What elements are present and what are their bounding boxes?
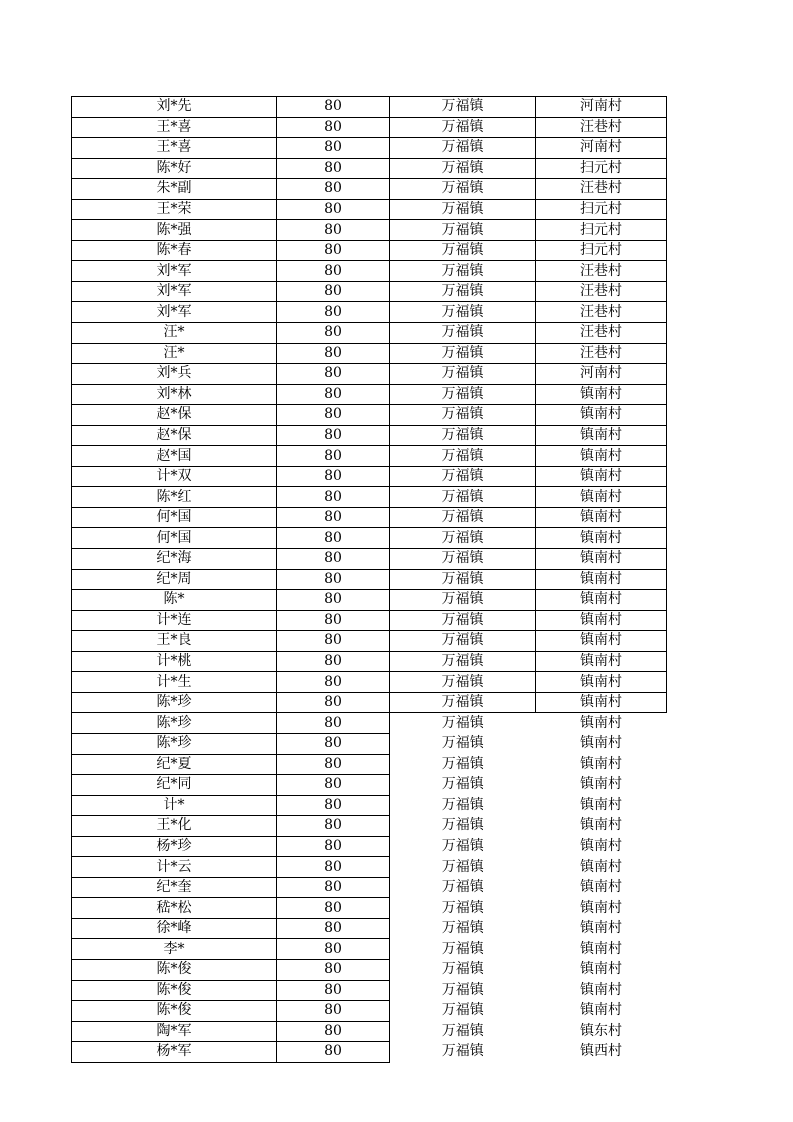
cell-town: 万福镇 xyxy=(441,981,484,998)
cell-name: 纪*同 xyxy=(72,775,277,796)
cell-name: 朱*副 xyxy=(72,179,277,200)
cell-name: 计*生 xyxy=(72,672,277,693)
cell-name: 刘*军 xyxy=(72,302,277,323)
cell-village: 河南村 xyxy=(536,364,667,385)
cell-amount: 80 xyxy=(277,199,390,220)
cell-town: 万福镇 xyxy=(390,364,536,385)
cell-amount: 80 xyxy=(277,138,390,159)
cell-name: 纪*奎 xyxy=(72,877,277,898)
cell-amount: 80 xyxy=(277,877,390,898)
cell-name: 陈*强 xyxy=(72,220,277,241)
cell-town: 万福镇 xyxy=(390,651,536,672)
table-row xyxy=(72,323,667,344)
cell-town: 万福镇 xyxy=(390,610,536,631)
cell-name: 赵*国 xyxy=(72,446,277,467)
cell-amount: 80 xyxy=(277,528,390,549)
cell-town: 万福镇 xyxy=(390,179,536,200)
table-row xyxy=(72,97,667,118)
table-row xyxy=(72,507,667,528)
table-row xyxy=(72,672,667,693)
table-row xyxy=(72,1021,667,1042)
cell-name: 刘*兵 xyxy=(72,364,277,385)
cell-name: 陈*好 xyxy=(72,158,277,179)
cell-village: 扫元村 xyxy=(536,158,667,179)
cell-village: 镇南村 xyxy=(536,384,667,405)
cell-village: 河南村 xyxy=(536,138,667,159)
cell-village: 汪巷村 xyxy=(536,343,667,364)
cell-name: 王*喜 xyxy=(72,117,277,138)
table-row xyxy=(72,590,667,611)
cell-village: 镇南村 xyxy=(580,899,622,916)
cell-village: 镇南村 xyxy=(580,755,622,772)
cell-town: 万福镇 xyxy=(390,323,536,344)
cell-amount: 80 xyxy=(277,281,390,302)
table-row xyxy=(72,384,667,405)
cell-name: 计*双 xyxy=(72,466,277,487)
cell-name: 汪* xyxy=(72,323,277,344)
cell-name: 刘*林 xyxy=(72,384,277,405)
cell-village: 扫元村 xyxy=(536,220,667,241)
cell-amount: 80 xyxy=(277,959,390,980)
cell-town: 万福镇 xyxy=(390,466,536,487)
cell-village: 镇南村 xyxy=(580,920,622,937)
cell-amount: 80 xyxy=(277,323,390,344)
cell-town: 万福镇 xyxy=(441,735,484,752)
cell-town: 万福镇 xyxy=(390,446,536,467)
cell-amount: 80 xyxy=(277,466,390,487)
cell-village: 镇南村 xyxy=(580,776,622,793)
cell-town: 万福镇 xyxy=(390,692,536,713)
cell-town: 万福镇 xyxy=(441,714,484,731)
cell-town: 万福镇 xyxy=(390,549,536,570)
cell-amount: 80 xyxy=(277,857,390,878)
table-row xyxy=(72,631,667,652)
table-row xyxy=(72,261,667,282)
table-row xyxy=(72,692,667,713)
cell-name: 计* xyxy=(72,795,277,816)
table-row xyxy=(72,405,667,426)
cell-amount: 80 xyxy=(277,446,390,467)
cell-village: 镇南村 xyxy=(580,981,622,998)
cell-village: 镇南村 xyxy=(536,631,667,652)
cell-name: 赵*保 xyxy=(72,425,277,446)
table-row xyxy=(72,220,667,241)
cell-name: 刘*军 xyxy=(72,281,277,302)
cell-amount: 80 xyxy=(277,692,390,713)
cell-town: 万福镇 xyxy=(390,425,536,446)
cell-amount: 80 xyxy=(277,1042,390,1063)
table-row xyxy=(72,857,667,878)
table-row xyxy=(72,775,667,796)
cell-amount: 80 xyxy=(277,610,390,631)
cell-village: 镇南村 xyxy=(536,405,667,426)
cell-amount: 80 xyxy=(277,1001,390,1022)
cell-town: 万福镇 xyxy=(390,158,536,179)
cell-amount: 80 xyxy=(277,97,390,118)
cell-amount: 80 xyxy=(277,425,390,446)
table-row xyxy=(72,302,667,323)
cell-village: 扫元村 xyxy=(536,240,667,261)
cell-amount: 80 xyxy=(277,364,390,385)
cell-village: 镇南村 xyxy=(536,590,667,611)
cell-village: 镇南村 xyxy=(580,735,622,752)
cell-amount: 80 xyxy=(277,651,390,672)
cell-name: 陈* xyxy=(72,590,277,611)
cell-village: 镇西村 xyxy=(580,1043,622,1060)
table-row xyxy=(72,487,667,508)
cell-name: 汪* xyxy=(72,343,277,364)
table-row xyxy=(72,610,667,631)
cell-amount: 80 xyxy=(277,343,390,364)
cell-name: 何*国 xyxy=(72,507,277,528)
cell-village: 镇南村 xyxy=(536,425,667,446)
cell-name: 陈*珍 xyxy=(72,733,277,754)
cell-amount: 80 xyxy=(277,898,390,919)
cell-amount: 80 xyxy=(277,713,390,734)
cell-name: 纪*海 xyxy=(72,549,277,570)
cell-amount: 80 xyxy=(277,569,390,590)
table-row xyxy=(72,754,667,775)
table-row xyxy=(72,138,667,159)
table-row xyxy=(72,343,667,364)
cell-amount: 80 xyxy=(277,220,390,241)
cell-town: 万福镇 xyxy=(390,97,536,118)
cell-village: 镇南村 xyxy=(536,651,667,672)
cell-town: 万福镇 xyxy=(390,507,536,528)
cell-village: 镇南村 xyxy=(580,837,622,854)
cell-town: 万福镇 xyxy=(441,817,484,834)
cell-amount: 80 xyxy=(277,405,390,426)
cell-village: 扫元村 xyxy=(536,199,667,220)
cell-name: 陶*军 xyxy=(72,1021,277,1042)
cell-name: 李* xyxy=(72,939,277,960)
cell-amount: 80 xyxy=(277,733,390,754)
table-row xyxy=(72,446,667,467)
cell-amount: 80 xyxy=(277,672,390,693)
cell-village: 河南村 xyxy=(536,97,667,118)
cell-town: 万福镇 xyxy=(441,1022,484,1039)
cell-amount: 80 xyxy=(277,590,390,611)
cell-village: 汪巷村 xyxy=(536,179,667,200)
cell-town: 万福镇 xyxy=(390,405,536,426)
cell-town: 万福镇 xyxy=(390,528,536,549)
cell-town: 万福镇 xyxy=(390,281,536,302)
cell-town: 万福镇 xyxy=(390,631,536,652)
cell-town: 万福镇 xyxy=(441,1043,484,1060)
cell-name: 刘*先 xyxy=(72,97,277,118)
cell-amount: 80 xyxy=(277,1021,390,1042)
cell-amount: 80 xyxy=(277,631,390,652)
cell-village: 镇南村 xyxy=(580,714,622,731)
table-row xyxy=(72,569,667,590)
cell-name: 王*良 xyxy=(72,631,277,652)
table-row xyxy=(72,836,667,857)
cell-village: 镇南村 xyxy=(536,487,667,508)
cell-amount: 80 xyxy=(277,754,390,775)
cell-name: 计*连 xyxy=(72,610,277,631)
cell-village: 镇南村 xyxy=(580,796,622,813)
cell-village: 镇南村 xyxy=(536,692,667,713)
cell-name: 嵇*松 xyxy=(72,898,277,919)
cell-village: 汪巷村 xyxy=(536,323,667,344)
cell-amount: 80 xyxy=(277,795,390,816)
cell-village: 镇南村 xyxy=(580,879,622,896)
cell-village: 镇南村 xyxy=(536,569,667,590)
cell-village: 汪巷村 xyxy=(536,117,667,138)
spreadsheet-table xyxy=(71,96,667,1063)
cell-name: 陈*春 xyxy=(72,240,277,261)
table-row xyxy=(72,939,667,960)
table-body xyxy=(72,97,667,1063)
cell-town: 万福镇 xyxy=(390,590,536,611)
cell-town: 万福镇 xyxy=(390,240,536,261)
table-row xyxy=(72,959,667,980)
table-row xyxy=(72,364,667,385)
cell-amount: 80 xyxy=(277,179,390,200)
cell-amount: 80 xyxy=(277,939,390,960)
cell-amount: 80 xyxy=(277,261,390,282)
cell-amount: 80 xyxy=(277,918,390,939)
cell-amount: 80 xyxy=(277,117,390,138)
cell-village: 镇南村 xyxy=(536,672,667,693)
cell-village: 镇南村 xyxy=(580,1002,622,1019)
table-row xyxy=(72,795,667,816)
cell-village: 镇南村 xyxy=(536,507,667,528)
cell-village: 镇南村 xyxy=(580,961,622,978)
cell-amount: 80 xyxy=(277,816,390,837)
cell-town: 万福镇 xyxy=(441,796,484,813)
cell-name: 纪*周 xyxy=(72,569,277,590)
table-row xyxy=(72,918,667,939)
table-row xyxy=(72,466,667,487)
table-row xyxy=(72,980,667,1001)
cell-name: 王*化 xyxy=(72,816,277,837)
table-row xyxy=(72,240,667,261)
table-row xyxy=(72,713,667,734)
cell-town: 万福镇 xyxy=(390,302,536,323)
cell-name: 纪*夏 xyxy=(72,754,277,775)
cell-name: 王*喜 xyxy=(72,138,277,159)
cell-name: 刘*军 xyxy=(72,261,277,282)
cell-town: 万福镇 xyxy=(441,879,484,896)
cell-amount: 80 xyxy=(277,549,390,570)
table-row xyxy=(72,877,667,898)
table-row xyxy=(72,816,667,837)
cell-name: 陈*红 xyxy=(72,487,277,508)
cell-village: 汪巷村 xyxy=(536,281,667,302)
table-row xyxy=(72,898,667,919)
table-row xyxy=(72,528,667,549)
cell-village: 镇南村 xyxy=(536,549,667,570)
table-row xyxy=(72,651,667,672)
cell-village: 镇南村 xyxy=(580,940,622,957)
cell-name: 杨*军 xyxy=(72,1042,277,1063)
cell-town: 万福镇 xyxy=(390,261,536,282)
cell-village: 镇南村 xyxy=(536,446,667,467)
cell-amount: 80 xyxy=(277,302,390,323)
cell-amount: 80 xyxy=(277,775,390,796)
cell-name: 赵*保 xyxy=(72,405,277,426)
cell-village: 镇南村 xyxy=(536,528,667,549)
cell-amount: 80 xyxy=(277,240,390,261)
cell-town: 万福镇 xyxy=(441,837,484,854)
cell-town: 万福镇 xyxy=(441,920,484,937)
table-row xyxy=(72,179,667,200)
cell-town: 万福镇 xyxy=(441,940,484,957)
cell-town: 万福镇 xyxy=(390,487,536,508)
cell-town: 万福镇 xyxy=(390,569,536,590)
table-row xyxy=(72,425,667,446)
cell-name: 陈*珍 xyxy=(72,713,277,734)
cell-village: 镇南村 xyxy=(536,610,667,631)
cell-town: 万福镇 xyxy=(441,755,484,772)
table-row xyxy=(72,1001,667,1022)
cell-name: 陈*俊 xyxy=(72,980,277,1001)
cell-amount: 80 xyxy=(277,487,390,508)
cell-town: 万福镇 xyxy=(390,672,536,693)
cell-name: 何*国 xyxy=(72,528,277,549)
table-row xyxy=(72,117,667,138)
cell-town: 万福镇 xyxy=(441,858,484,875)
cell-amount: 80 xyxy=(277,158,390,179)
cell-village: 镇南村 xyxy=(536,466,667,487)
cell-town: 万福镇 xyxy=(390,220,536,241)
table-row xyxy=(72,199,667,220)
cell-amount: 80 xyxy=(277,507,390,528)
cell-name: 杨*珍 xyxy=(72,836,277,857)
cell-town: 万福镇 xyxy=(441,776,484,793)
table-row xyxy=(72,1042,667,1063)
cell-village: 汪巷村 xyxy=(536,261,667,282)
cell-village: 镇东村 xyxy=(580,1022,622,1039)
table-row xyxy=(72,281,667,302)
cell-village: 汪巷村 xyxy=(536,302,667,323)
cell-name: 陈*俊 xyxy=(72,1001,277,1022)
table-row xyxy=(72,549,667,570)
cell-town: 万福镇 xyxy=(390,138,536,159)
table-row xyxy=(72,158,667,179)
cell-amount: 80 xyxy=(277,384,390,405)
cell-amount: 80 xyxy=(277,980,390,1001)
cell-name: 王*荣 xyxy=(72,199,277,220)
cell-name: 计*桃 xyxy=(72,651,277,672)
cell-amount: 80 xyxy=(277,836,390,857)
cell-name: 陈*俊 xyxy=(72,959,277,980)
cell-name: 陈*珍 xyxy=(72,692,277,713)
cell-town: 万福镇 xyxy=(390,117,536,138)
cell-town: 万福镇 xyxy=(441,1002,484,1019)
cell-village: 镇南村 xyxy=(580,817,622,834)
cell-town: 万福镇 xyxy=(390,199,536,220)
table-row xyxy=(72,733,667,754)
cell-town: 万福镇 xyxy=(390,343,536,364)
cell-name: 徐*峰 xyxy=(72,918,277,939)
cell-village: 镇南村 xyxy=(580,858,622,875)
cell-town: 万福镇 xyxy=(441,961,484,978)
cell-name: 计*云 xyxy=(72,857,277,878)
cell-town: 万福镇 xyxy=(390,384,536,405)
cell-town: 万福镇 xyxy=(441,899,484,916)
